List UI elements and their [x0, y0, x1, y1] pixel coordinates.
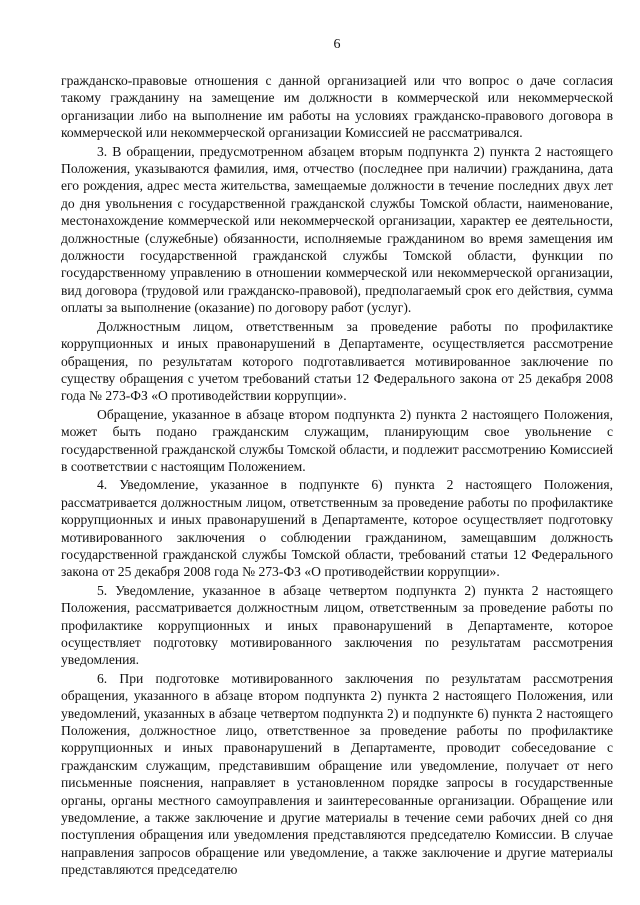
paragraph-appeal-submission: Обращение, указанное в абзаце втором подпункта 2) пункта 2 настоящего Положения, может быть подано гражданским служащим, планирующим свое увольнение с государственной гражданской службы Томской области, и подлежит рассмотрению Комиссией в соответствии с настоящим Положением. [61, 406, 613, 474]
paragraph-item-5: 5. Уведомление, указанное в абзаце четвертом подпункта 2) пункта 2 настоящего Положения, рассматривается должностным лицом, ответственным за проведение работы по профилактике коррупционных и иных правонарушений в Департаменте, которое осуществляет подготовку мотивированного заключения по результатам рассмотрения уведомления. [61, 582, 613, 668]
paragraph-item-3: 3. В обращении, предусмотренном абзацем вторым подпункта 2) пункта 2 настоящего Положения, указываются фамилия, имя, отчество (последнее при наличии) гражданина, дата его рождения, адрес места жительства, замещаемые должности в течение последних двух лет до дня увольнения с государственной гражданской службы Томской области, наименование, местонахождение коммерческой или некоммерческой организации, характер ее деятельности, должностные (служебные) обязанности, исполняемые гражданином во время замещения им должности государственной гражданской службы Томской области, функции по государственному управлению в отношении коммерческой или некоммерческой организации, вид договора (трудовой или гражданско-правовой), предполагаемый срок его действия, сумма оплаты за выполнение (оказание) по договору работ (услуг). [61, 143, 613, 316]
paragraph-continuation: гражданско-правовые отношения с данной организацией или что вопрос о даче согласия такому гражданину на замещение им должности в коммерческой или некоммерческой организации либо на выполнение им работы на условиях гражданско-правового договора в коммерческой или некоммерческой организации Комиссией не рассматривался. [61, 73, 613, 141]
paragraph-item-6: 6. При подготовке мотивированного заключения по результатам рассмотрения обращения, указанного в абзаце втором подпункта 2) пункта 2 настоящего Положения, или уведомлений, указанных в абзаце четвертом подпункта 2) и подпункте 6) пункта 2 настоящего Положения, должностное лицо, ответственное за проведение работы по профилактике коррупционных и иных правонарушений в Департаменте, проводит собеседование с гражданским служащим, представившим обращение или уведомление, получает от него письменные пояснения, направляет в установленном порядке запросы в государственные органы, органы местного самоуправления и заинтересованные организации. Обращение или уведомление, а также заключение и другие материалы в течение семи рабочих дней со дня поступления обращения или уведомления представляются председателю Комиссии. В случае направления запросов обращение или уведомление, а также заключение и другие материалы представляются председателю [61, 670, 613, 878]
page-number: 6 [333, 37, 341, 52]
paragraph-item-4: 4. Уведомление, указанное в подпункте 6) пункта 2 настоящего Положения, рассматривается должностным лицом, ответственным за проведение работы по профилактике коррупционных и иных правонарушений в Департаменте, которое осуществляет подготовку мотивированного заключения о соблюдении гражданином, замещавшим должность государственной гражданской службы Томской области, требований статьи 12 Федерального закона от 25 декабря 2008 года № 273-ФЗ «О противодействии коррупции». [61, 477, 613, 580]
paragraph-official-review: Должностным лицом, ответственным за проведение работы по профилактике коррупционных и иных правонарушений в Департаменте, осуществляется рассмотрение обращения, по результатам которого подготавливается мотивированное заключение по существу обращения с учетом требований статьи 12 Федерального закона от 25 декабря 2008 года № 273-ФЗ «О противодействии коррупции». [61, 318, 613, 404]
